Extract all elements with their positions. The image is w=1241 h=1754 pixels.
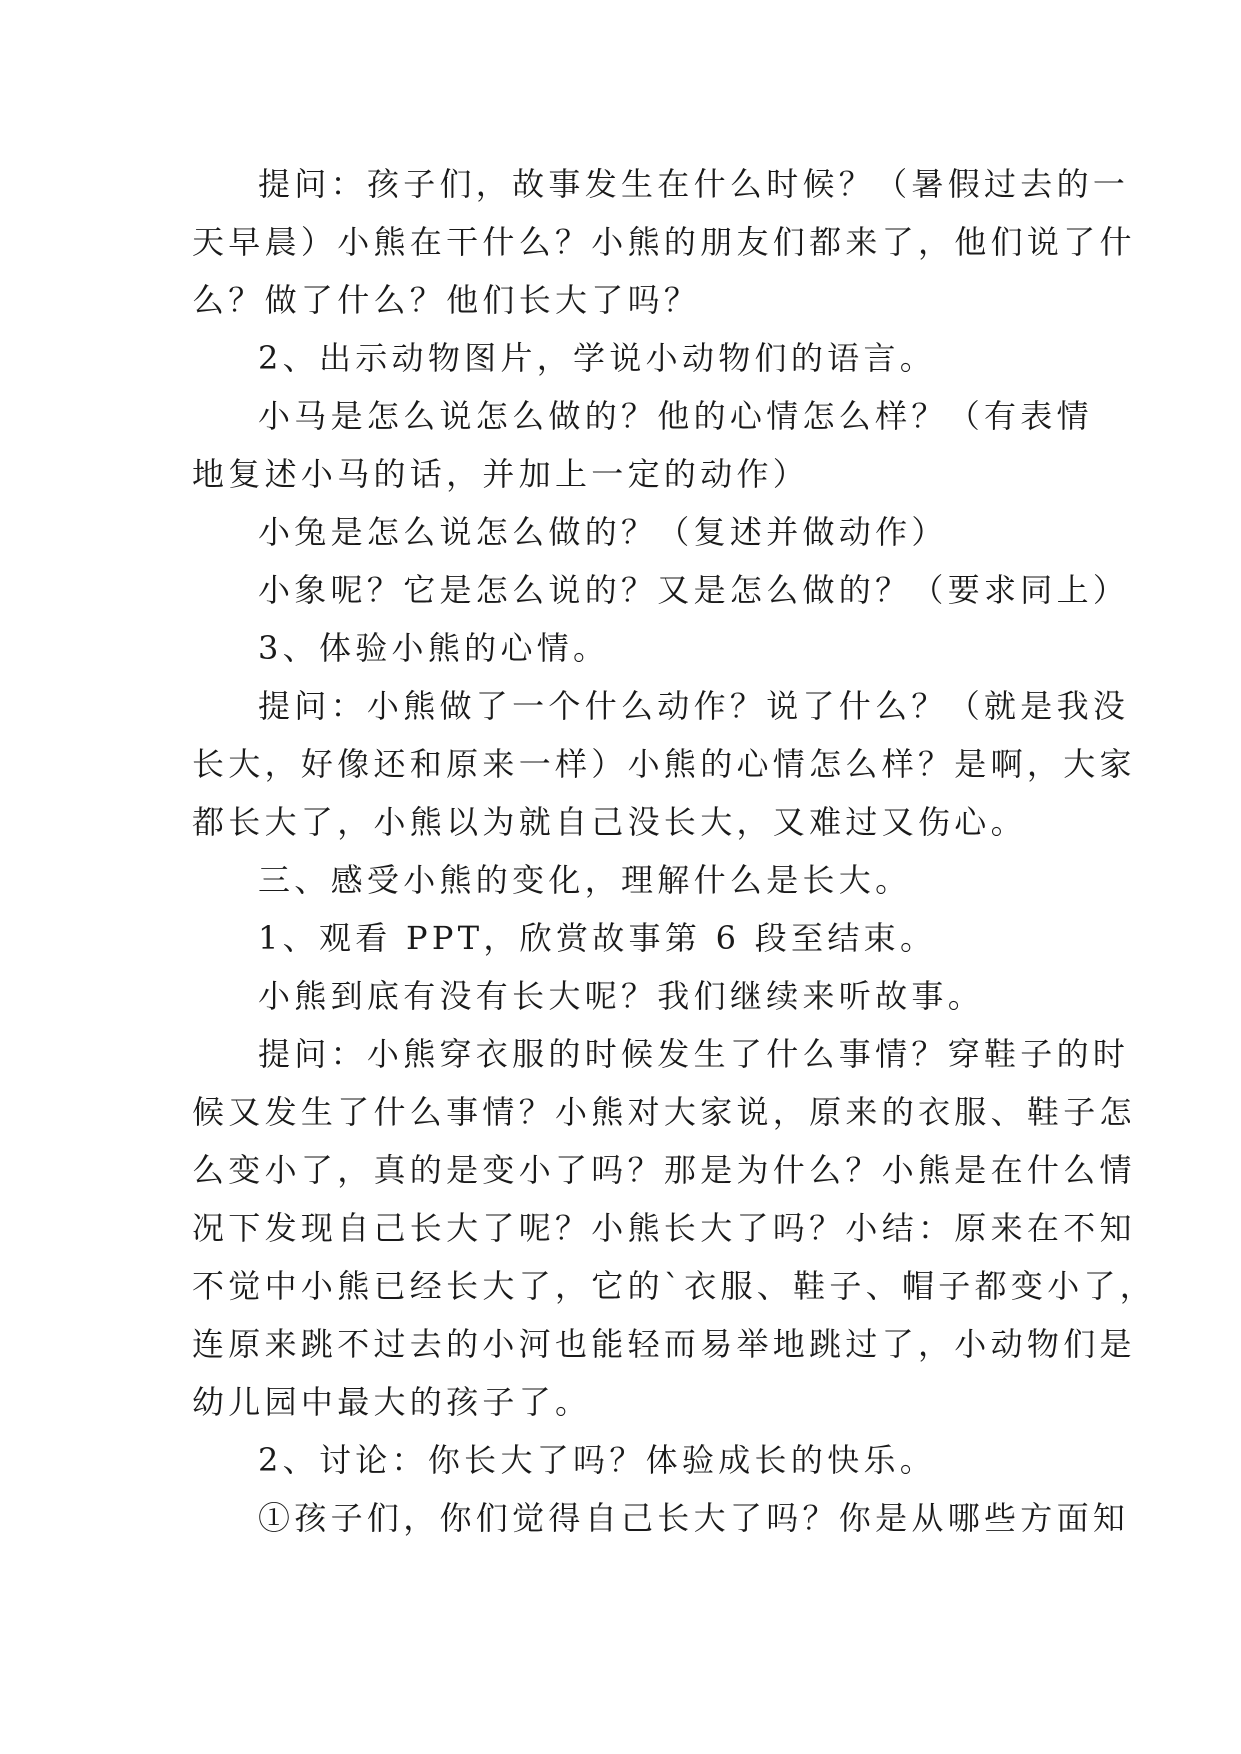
paragraph-line: 幼儿园中最大的孩子了。 [192,1383,592,1421]
section-heading: 三、感受小熊的变化，理解什么是长大。 [258,861,912,899]
paragraph-line: 么变小了，真的是变小了吗？那是为什么？小熊是在什么情 [192,1151,1136,1189]
paragraph-line: 都长大了，小熊以为就自己没长大，又难过又伤心。 [192,803,1027,841]
paragraph-line: 不觉中小熊已经长大了，它的`衣服、鞋子、帽子都变小了， [192,1267,1157,1305]
paragraph-line: 小象呢？它是怎么说的？又是怎么做的？（要求同上） [258,571,1130,609]
paragraph-line: 提问：孩子们，故事发生在什么时候？（暑假过去的一 [258,165,1130,203]
paragraph-line: 长大，好像还和原来一样）小熊的心情怎么样？是啊，大家 [192,745,1136,783]
paragraph-line: 提问：小熊做了一个什么动作？说了什么？（就是我没 [258,687,1130,725]
paragraph-line: 提问：小熊穿衣服的时候发生了什么事情？穿鞋子的时 [258,1035,1130,1073]
paragraph-line: 况下发现自己长大了呢？小熊长大了吗？小结：原来在不知 [192,1209,1136,1247]
paragraph-line: 么？做了什么？他们长大了吗？ [192,281,701,319]
paragraph-line: ①孩子们，你们觉得自己长大了吗？你是从哪些方面知 [258,1499,1130,1537]
paragraph-line: 小兔是怎么说怎么做的？（复述并做动作） [258,513,948,551]
section-heading: 3、体验小熊的心情。 [258,629,610,667]
section-heading: 1、观看 PPT，欣赏故事第 6 段至结束。 [258,919,937,957]
paragraph-line: 候又发生了什么事情？小熊对大家说，原来的衣服、鞋子怎 [192,1093,1136,1131]
section-heading: 2、讨论：你长大了吗？体验成长的快乐。 [258,1441,937,1479]
paragraph-line: 地复述小马的话，并加上一定的动作） [192,455,810,493]
paragraph-line: 小熊到底有没有长大呢？我们继续来听故事。 [258,977,985,1015]
paragraph-line: 连原来跳不过去的小河也能轻而易举地跳过了，小动物们是 [192,1325,1136,1363]
paragraph-line: 天早晨）小熊在干什么？小熊的朋友们都来了，他们说了什 [192,223,1136,261]
section-heading: 2、出示动物图片，学说小动物们的语言。 [258,339,937,377]
paragraph-line: 小马是怎么说怎么做的？他的心情怎么样？（有表情 [258,397,1093,435]
